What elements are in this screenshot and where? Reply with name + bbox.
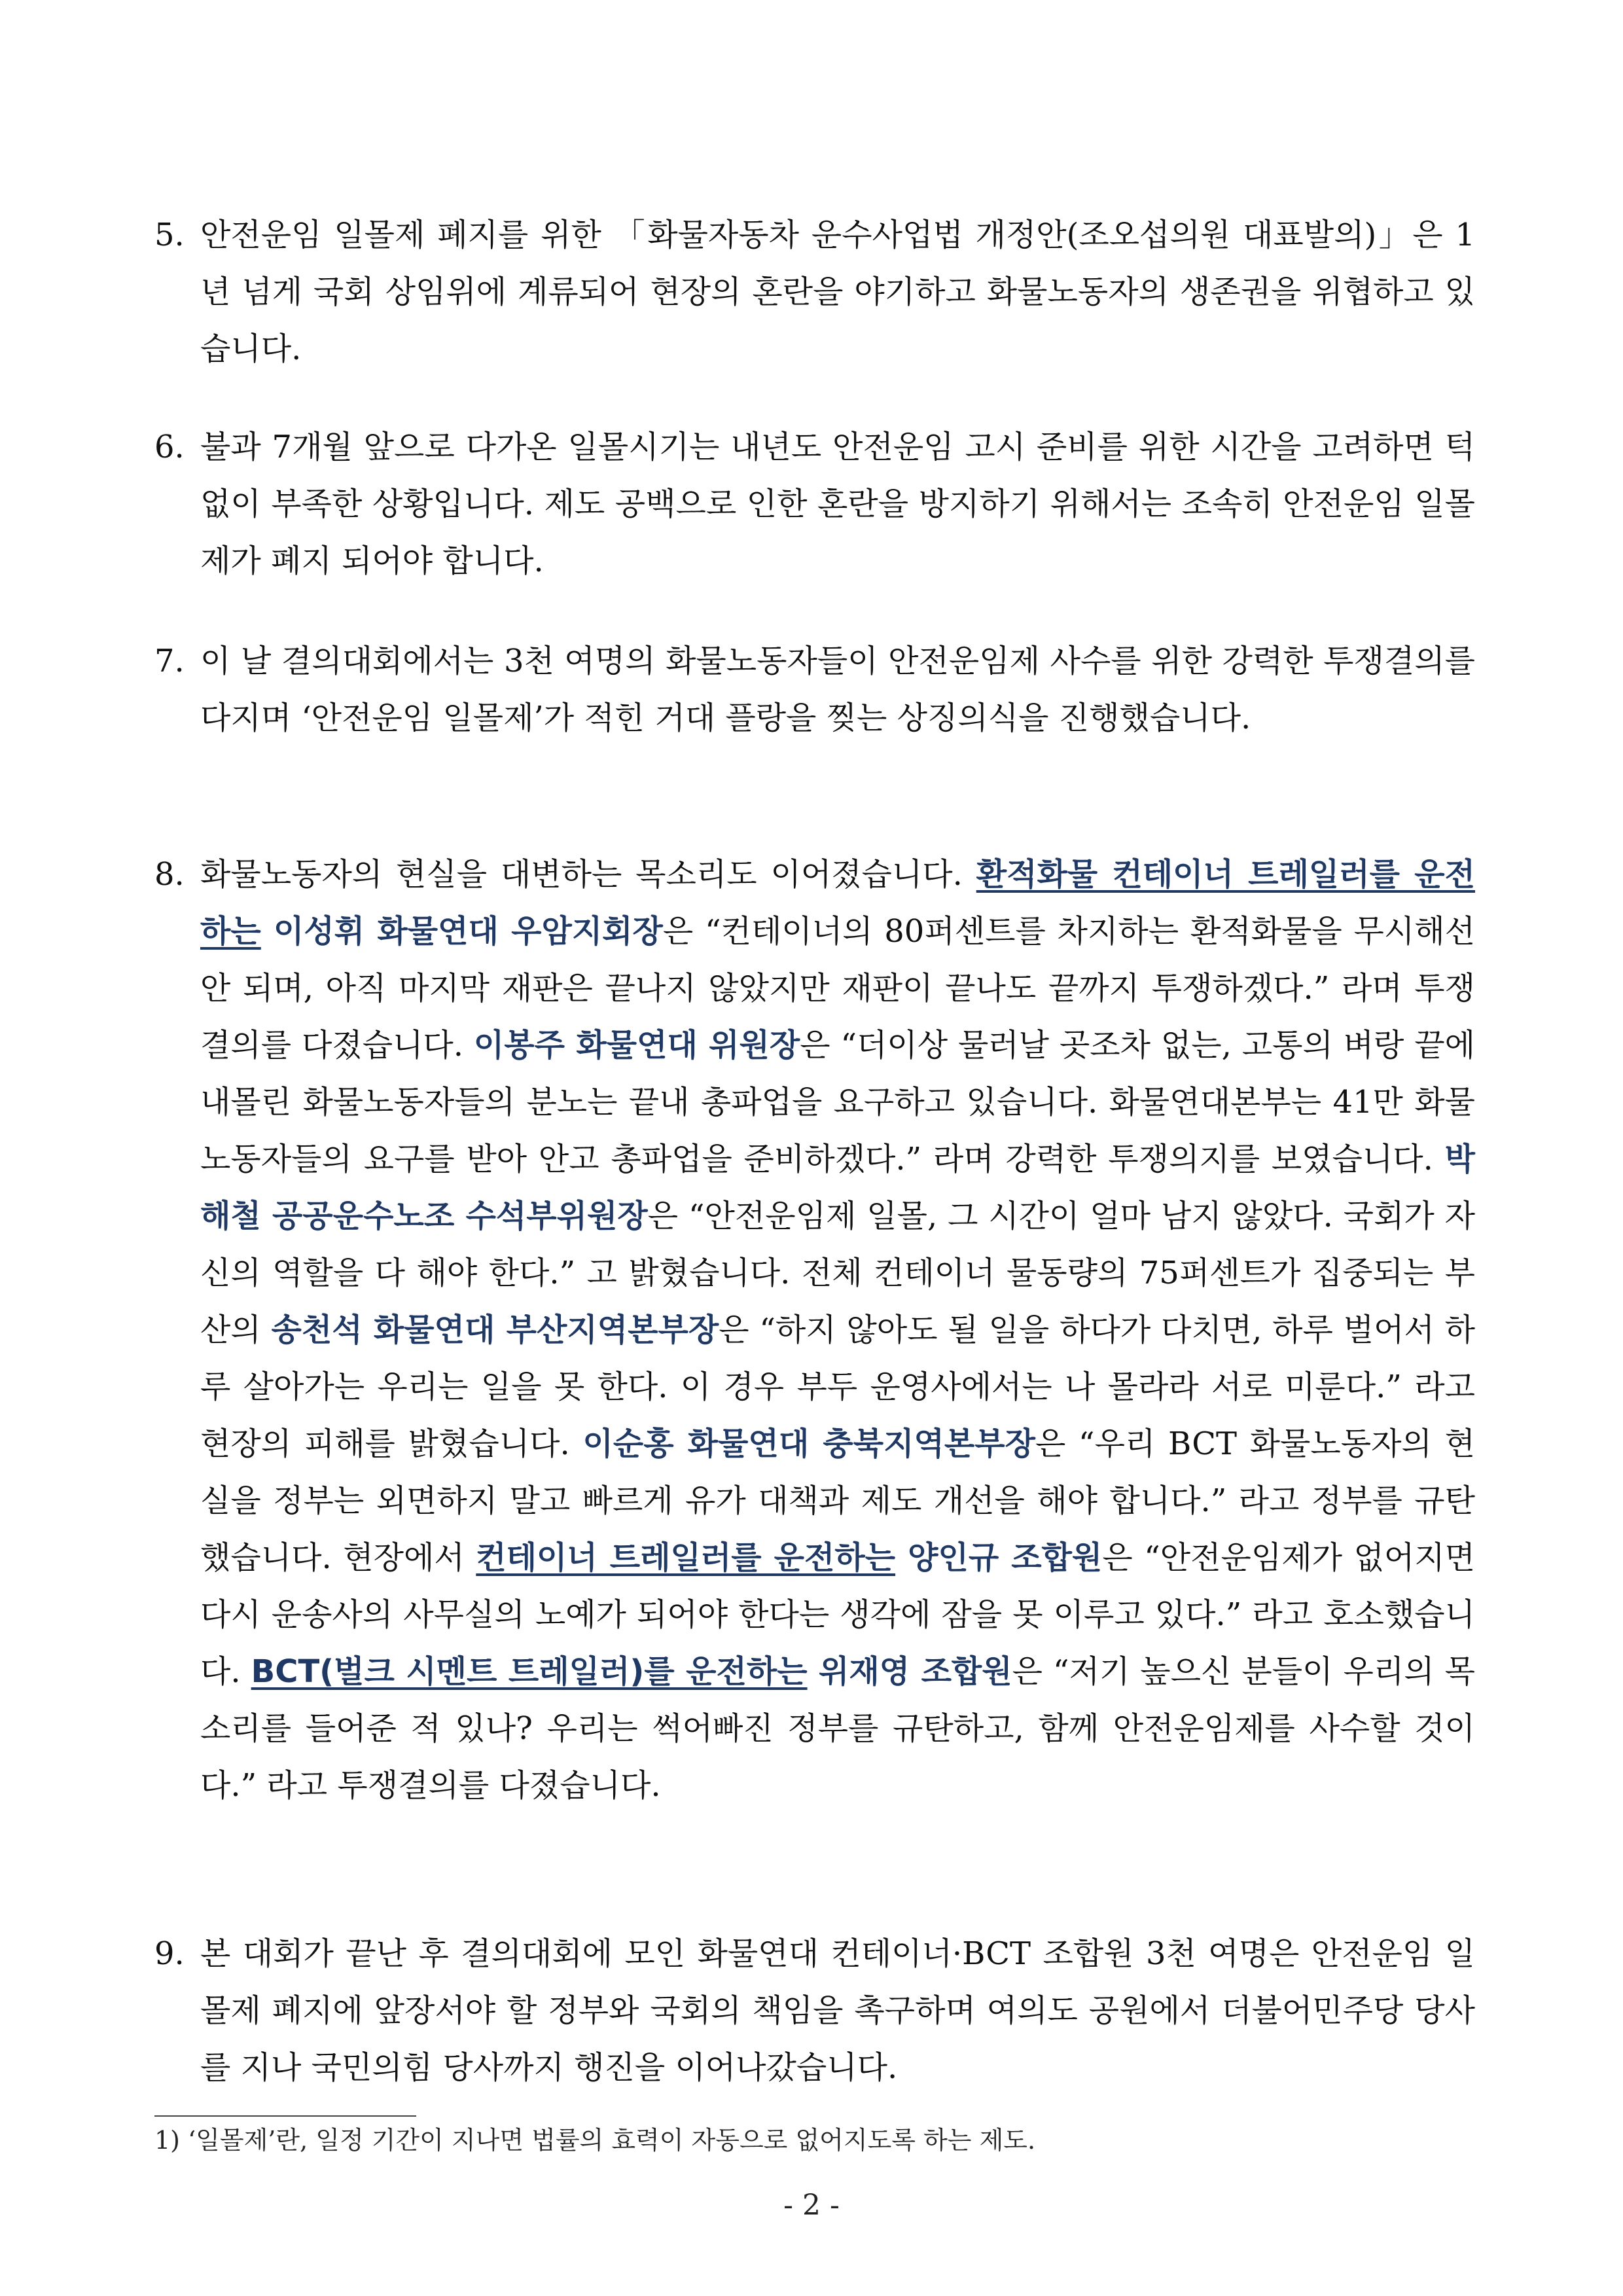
text-segment: 은 “안전운임제 일몰, 그 시간이 얼마 남지 않았다. 국회가 자신의 역할을 다 해야 한다.” 고 밝혔습니다. 전체 컨테이너 물동량의 75퍼센트가 집중되는 부산의 [200, 1198, 1476, 1348]
list-item-6 [154, 419, 1475, 590]
page-number: - 2 - [783, 2189, 840, 2222]
text-segment: 은 “하지 않아도 될 일을 하다가 다치면, 하루 벌어서 하루 살아가는 우리는 일을 못 한다. 이 경우 부두 운영사에서는 나 몰라라 서로 미룬다.” 라고 현장의 피해를 밝혔습니다. [200, 1312, 1475, 1462]
highlight-speaker: 이성휘 화물연대 우암지회장 [260, 913, 663, 950]
highlight-underlined: 컨테이너 트레일러를 운전하는 [476, 1539, 896, 1576]
footnote: 1) ‘일몰제’란, 일정 기간이 지나면 법률의 효력이 자동으로 없어지도록 하는 제도. [154, 2126, 1036, 2155]
text-segment: 화물노동자의 현실을 대변하는 목소리도 이어졌습니다. [200, 856, 976, 893]
item-text: 불과 7개월 앞으로 다가온 일몰시기는 내년도 안전운임 고시 준비를 위한 시간을 고려하면 턱 없이 부족한 상황입니다. 제도 공백으로 인한 혼란을 방지하기 위해서는 조속히 안전운임 일몰제가 폐지 되어야 합니다. [200, 429, 1475, 579]
highlight-speaker: 이순홍 화물연대 충북지역본부장 [582, 1426, 1035, 1462]
item-number: 6. [154, 429, 185, 465]
highlight-underlined: 환적화물 컨테이너 트레일러를 운전하는 [200, 856, 1475, 950]
highlight-speaker: 양인규 조합원 [895, 1539, 1103, 1576]
list-item-9 [154, 1926, 1475, 2096]
item-text: 본 대회가 끝난 후 결의대회에 모인 화물연대 컨테이너·BCT 조합원 3천 여명은 안전운임 일몰제 폐지에 앞장서야 할 정부와 국회의 책임을 촉구하며 여의도 공원에서 더불어민주당 당사를 지나 국민의힘 당사까지 행진을 이어나갔습니다. [200, 1935, 1475, 2086]
text-segment: 은 “우리 BCT 화물노동자의 현실을 정부는 외면하지 말고 빠르게 유가 대책과 제도 개선을 해야 합니다.” 라고 정부를 규탄했습니다. 현장에서 [200, 1426, 1475, 1576]
list-item-7 [154, 633, 1475, 747]
footnote-divider [154, 2115, 416, 2117]
item-number: 9. [154, 1935, 185, 1972]
item-text: 안전운임 일몰제 폐지를 위한 「화물자동차 운수사업법 개정안(조오섭의원 대표발의)」은 1년 넘게 국회 상임위에 계류되어 현장의 혼란을 야기하고 화물노동자의 생존권을 위협하고 있습니다. [200, 217, 1475, 367]
highlight-speaker: 박해철 공공운수노조 수석부위원장 [200, 1141, 1475, 1234]
highlight-speaker: 송천석 화물연대 부산지역본부장 [271, 1312, 719, 1348]
list-item-5 [154, 207, 1475, 378]
highlight-speaker: 이봉주 화물연대 위원장 [473, 1027, 800, 1064]
item-text: 이 날 결의대회에서는 3천 여명의 화물노동자들이 안전운임제 사수를 위한 강력한 투쟁결의를 다지며 ‘안전운임 일몰제’가 적힌 거대 플랑을 찢는 상징의식을 진행했습니다. [200, 643, 1475, 736]
item-text [200, 846, 1475, 1814]
highlight-underlined: BCT(벌크 시멘트 트레일러)를 운전하는 [251, 1653, 808, 1690]
item-number: 5. [154, 217, 185, 253]
text-segment: 은 “안전운임제가 없어지면 다시 운송사의 사무실의 노예가 되어야 한다는 생각에 잠을 못 이루고 있다.” 라고 호소했습니다. [200, 1539, 1475, 1690]
text-segment: 은 “컨테이너의 80퍼센트를 차지하는 환적화물을 무시해선 안 되며, 아직 마지막 재판은 끝나지 않았지만 재판이 끝나도 끝까지 투쟁하겠다.” 라며 투쟁결의를 다졌습니다. [200, 913, 1475, 1064]
text-segment: 은 “저기 높으신 분들이 우리의 목소리를 들어준 적 있나? 우리는 썩어빠진 정부를 규탄하고, 함께 안전운임제를 사수할 것이다.” 라고 투쟁결의를 다졌습니다. [200, 1653, 1475, 1804]
item-number: 7. [154, 643, 185, 679]
item-number: 8. [154, 856, 185, 893]
text-segment: 은 “더이상 물러날 곳조차 없는, 고통의 벼랑 끝에 내몰린 화물노동자들의 분노는 끝내 총파업을 요구하고 있습니다. 화물연대본부는 41만 화물노동자들의 요구를 받아 안고 총파업을 준비하겠다.” 라며 강력한 투쟁의지를 보였습니다. [200, 1027, 1475, 1177]
highlight-speaker: 위재영 조합원 [807, 1653, 1012, 1690]
list-item-8 [154, 846, 1475, 1814]
